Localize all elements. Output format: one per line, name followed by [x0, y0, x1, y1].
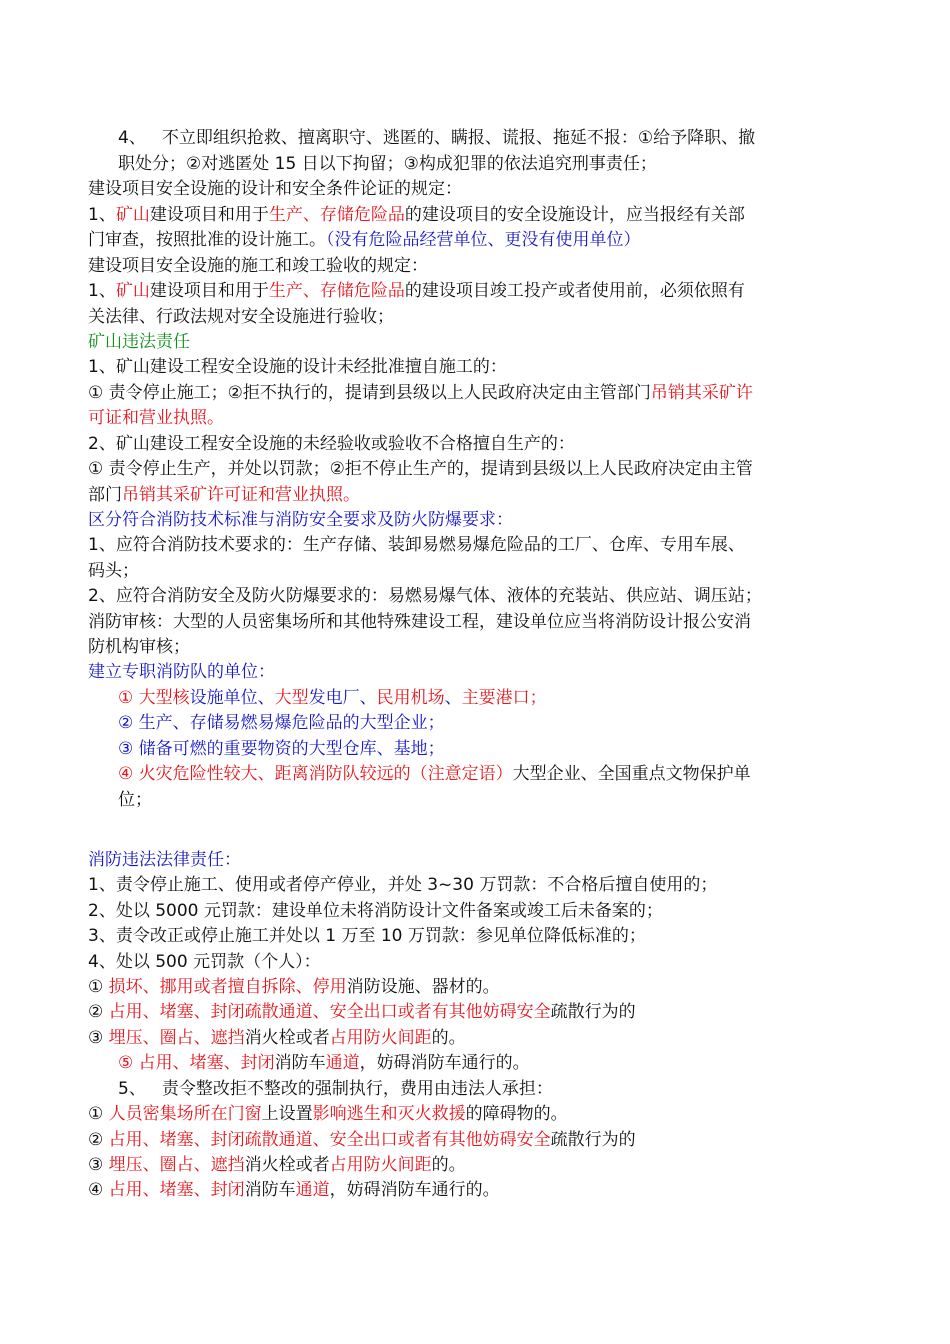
- text-segment: 1、应符合消防技术要求的：生产存储、装卸易燃易爆危险品的工厂、仓库、专用车展、: [88, 535, 745, 555]
- text-segment: ③ 储备可燃的重要物资的大型仓库、基地；: [118, 739, 445, 759]
- text-line: [118, 686, 547, 710]
- text-line: [88, 950, 321, 974]
- text-segment: 2、应符合消防安全及防火防爆要求的：易燃易爆气体、液体的充装站、供应站、调压站；: [88, 586, 762, 606]
- text-segment: 通道: [295, 1180, 330, 1200]
- text-segment: 占用防火间距: [329, 1155, 432, 1175]
- text-line: [88, 899, 663, 923]
- text-segment: 1、: [88, 281, 116, 301]
- text-line: [88, 203, 745, 227]
- text-segment: 2、处以 5000 元罚款：建设单位未将消防设计文件备案或竣工后未备案的；: [88, 901, 663, 921]
- text-segment: 4、: [118, 128, 146, 148]
- text-segment: ①: [88, 977, 109, 997]
- text-segment: 发电厂、: [308, 688, 377, 708]
- text-line: [88, 1102, 568, 1126]
- text-segment: 2、矿山建设工程安全设施的未经验收或验收不合格擅自生产的：: [88, 434, 575, 454]
- text-segment: ③: [88, 1028, 109, 1048]
- text-line: [88, 228, 641, 252]
- text-line: [88, 483, 360, 507]
- text-line: [88, 279, 745, 303]
- text-segment: 门审查，按照批准的设计施工。: [88, 230, 326, 250]
- text-segment: 建设项目安全设施的设计和安全条件论证的规定：: [88, 179, 462, 199]
- text-line: [88, 848, 241, 872]
- text-segment: 人员密集场所在门窗: [108, 1104, 262, 1124]
- text-line: [88, 559, 139, 583]
- text-segment: 的。: [431, 1028, 466, 1048]
- text-line: [118, 1077, 553, 1101]
- text-line: [88, 1178, 500, 1202]
- text-segment: 损坏、挪用或者擅自拆除、停用: [108, 977, 347, 997]
- text-segment: 的。: [431, 1155, 466, 1175]
- text-line: [88, 1000, 636, 1024]
- text-segment: 大型企业、全国重点文物保护单: [512, 764, 751, 784]
- text-segment: 矿山: [115, 205, 150, 225]
- text-segment: 防机构审核；: [88, 637, 190, 657]
- text-segment: ① 责令停止生产，并处以罚款；②拒不停止生产的，提请到县级以上人民政府决定由主管: [88, 459, 753, 479]
- text-line: [88, 355, 507, 379]
- text-line: [118, 126, 755, 150]
- text-segment: 消火栓或者: [244, 1028, 330, 1048]
- text-line: [118, 737, 445, 761]
- text-segment: ④: [88, 1180, 109, 1200]
- text-segment: 可证和营业执照。: [88, 408, 224, 428]
- text-segment: 消防审核：大型的人员密集场所和其他特殊建设工程，建设单位应当将消防设计报公安消: [88, 612, 751, 632]
- text-line: [118, 152, 657, 176]
- text-segment: 生产、存储危险品: [268, 205, 405, 225]
- text-segment: 建立专职消防队的单位：: [88, 662, 275, 682]
- text-line: [88, 406, 224, 430]
- text-line: [88, 975, 500, 999]
- text-segment: 通道: [325, 1053, 360, 1073]
- text-segment: 矿山违法责任: [88, 332, 190, 352]
- text-segment: ② 生产、存储易燃易爆危险品的大型企业；: [118, 713, 445, 733]
- text-segment: 建设项目和用于: [149, 205, 269, 225]
- text-segment: 5、: [118, 1079, 146, 1099]
- text-segment: ④ 火灾危险性较大、距离消防队较远的（注意定语）: [118, 764, 513, 784]
- text-segment: 消火栓或者: [244, 1155, 330, 1175]
- text-segment: 吊销其采矿许: [650, 383, 753, 403]
- text-segment: 生产、存储危险品: [268, 281, 405, 301]
- text-segment: 3、责令改正或停止施工并处以 1 万至 10 万罚款：参见单位降低标准的；: [88, 926, 646, 946]
- text-segment: 区分符合消防技术标准与消防安全要求及防火防爆要求：: [88, 510, 513, 530]
- text-segment: 职处分；②对逃匿处 15 日以下拘留；③构成犯罪的依法追究刑事责任；: [118, 154, 657, 174]
- text-segment: 占用防火间距: [329, 1028, 432, 1048]
- text-segment: ⑤ 占用、堵塞、封闭: [118, 1053, 275, 1073]
- text-line: [88, 873, 717, 897]
- text-segment: 消防车: [244, 1180, 296, 1200]
- text-segment: ②: [88, 1002, 109, 1022]
- text-segment: 关法律、行政法规对安全设施进行验收；: [88, 307, 394, 327]
- text-line: [88, 330, 190, 354]
- text-line: [88, 1128, 636, 1152]
- text-segment: 埋压、圈占、遮挡: [108, 1028, 245, 1048]
- text-segment: 建设项目安全设施的施工和竣工验收的规定：: [88, 256, 428, 276]
- text-line: [88, 254, 428, 278]
- text-line: [88, 584, 762, 608]
- text-line: [88, 305, 394, 329]
- text-segment: （没有危险品经营单位、更没有使用单位）: [326, 230, 641, 250]
- text-segment: ，妨碍消防车通行的。: [359, 1053, 530, 1073]
- text-segment: 埋压、圈占、遮挡: [108, 1155, 245, 1175]
- text-segment: ①: [88, 1104, 109, 1124]
- text-line: [88, 177, 462, 201]
- text-segment: 责令整改拒不整改的强制执行，费用由违法人承担：: [161, 1079, 553, 1099]
- text-line: [88, 610, 751, 634]
- text-line: [88, 457, 753, 481]
- text-segment: 民用机场: [376, 688, 445, 708]
- text-segment: 上设置: [261, 1104, 313, 1124]
- text-segment: ，妨碍消防车通行的。: [329, 1180, 500, 1200]
- text-segment: 4、处以 500 元罚款（个人）：: [88, 952, 321, 972]
- text-segment: 设施单位、: [189, 688, 275, 708]
- text-segment: 占用、堵塞、封闭疏散通道、安全出口或者有其他妨碍安全: [108, 1130, 551, 1150]
- text-line: [88, 924, 646, 948]
- text-line: [118, 762, 751, 786]
- text-segment: 建设项目和用于: [149, 281, 269, 301]
- text-segment: 消防违法法律责任：: [88, 850, 241, 870]
- text-line: [88, 508, 513, 532]
- text-line: [88, 660, 275, 684]
- text-segment: 的建设项目竣工投产或者使用前，必须依照有: [404, 281, 745, 301]
- text-segment: 不立即组织抢救、擅离职守、逃匿的、瞒报、谎报、拖延不报：①给予降职、撤: [161, 128, 756, 148]
- text-segment: 位；: [118, 790, 152, 810]
- text-line: [88, 1026, 466, 1050]
- text-segment: ① 责令停止施工；②拒不执行的，提请到县级以上人民政府决定由主管部门: [88, 383, 651, 403]
- text-segment: 占用、堵塞、封闭: [108, 1180, 245, 1200]
- text-segment: 疏散行为的: [550, 1002, 636, 1022]
- text-line: [88, 635, 190, 659]
- text-line: [118, 1051, 530, 1075]
- text-segment: ②: [88, 1130, 109, 1150]
- text-segment: 1、: [88, 205, 116, 225]
- text-segment: 码头；: [88, 561, 139, 581]
- text-segment: 1、矿山建设工程安全设施的设计未经批准擅自施工的：: [88, 357, 507, 377]
- text-segment: 的障碍物的。: [465, 1104, 568, 1124]
- text-line: [88, 381, 753, 405]
- text-segment: 消防设施、器材的。: [346, 977, 500, 997]
- text-segment: ③: [88, 1155, 109, 1175]
- text-segment: 主要港口；: [461, 688, 547, 708]
- text-segment: 影响逃生和灭火救援: [312, 1104, 466, 1124]
- text-segment: 的建设项目的安全设施设计，应当报经有关部: [404, 205, 745, 225]
- text-segment: 、: [444, 688, 462, 708]
- text-segment: ①: [118, 688, 139, 708]
- text-line: [88, 432, 575, 456]
- text-segment: 占用、堵塞、封闭疏散通道、安全出口或者有其他妨碍安全: [108, 1002, 551, 1022]
- text-segment: 消防车: [274, 1053, 326, 1073]
- text-line: [118, 788, 152, 812]
- text-segment: 吊销其采矿许可证和营业执照。: [122, 485, 360, 505]
- text-line: [118, 711, 445, 735]
- text-segment: 部门: [88, 485, 122, 505]
- text-segment: 大型核: [138, 688, 190, 708]
- text-segment: 大型: [274, 688, 309, 708]
- text-line: [88, 533, 745, 557]
- text-segment: 疏散行为的: [550, 1130, 636, 1150]
- text-segment: 矿山: [115, 281, 150, 301]
- text-segment: 1、责令停止施工、使用或者停产停业，并处 3~30 万罚款：不合格后擅自使用的；: [88, 875, 718, 895]
- text-line: [88, 1153, 466, 1177]
